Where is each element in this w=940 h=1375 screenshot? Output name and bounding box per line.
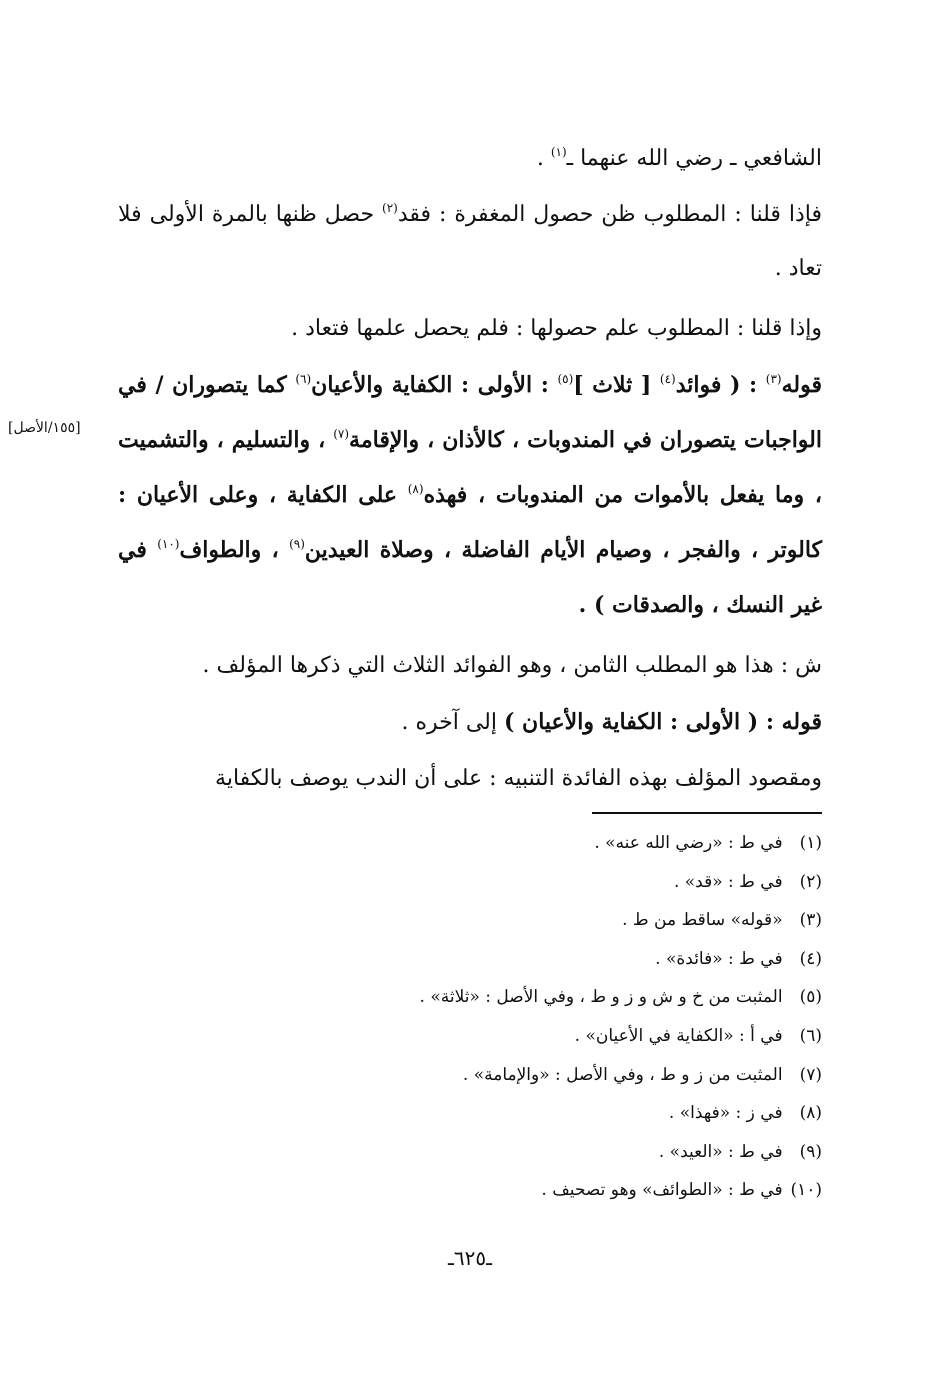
footnote-text: المثبت من خ و ش و ز و ط ، وفي الأصل : «ثلاثة» . [419,987,783,1008]
footnote [118,940,822,979]
main-text [118,132,822,808]
text-run: كما يتصوران / في الواجبات يتصوران في المندوبات ، كالأذان ، والإقامة [118,372,822,453]
footnote-text: في ز : «فهذا» . [668,1103,783,1124]
footnote-marker: (٩) [289,537,305,551]
paragraph [118,132,822,186]
footnote-marker: (٨) [407,482,424,496]
footnote-marker: (٦) [295,372,312,386]
paragraph [118,752,822,806]
text-run: قوله [781,372,822,398]
footnote-number: (٨) [799,1103,822,1124]
footnote-marker: (٤) [659,372,676,386]
text-run: وإذا قلنا : المطلوب علم حصولها : فلم يحصل علمها فتعاد . [291,316,822,341]
text-run: : الأولى : الكفاية والأعيان [311,372,558,398]
footnote [118,1133,822,1172]
footnote [118,978,822,1017]
footnote-number: (٣) [799,910,822,931]
page-number: ـ٦٢٥ـ [448,1246,492,1270]
footnote-number: (٤) [799,948,822,969]
footnote-marker: (٧) [333,427,350,441]
footnote-number: (٦) [799,1025,822,1046]
footnote-marker: (٥) [557,372,574,386]
footnote-marker: (١) [550,145,567,159]
text-run: ومقصود المؤلف بهذه الفائدة التنبيه : على أن الندب يوصف بالكفاية [215,766,822,791]
footnote-text: في ط : «الطوائف» وهو تصحيف . [541,1180,783,1201]
paragraph [118,358,822,633]
margin-note-manuscript-page: [١٥٥/الأصل] [8,420,81,436]
footnote-text: في ط : «العيد» . [658,1141,783,1162]
text-run: ، والطواف [179,537,290,563]
footnote-text: المثبت من ز و ط ، وفي الأصل : «والإمامة» . [462,1064,783,1085]
footnote-number: (٥) [799,987,822,1008]
footnote-marker: (٢) [382,201,398,215]
text-run: قوله : ( الأولى : الكفاية والأعيان ) [503,709,822,735]
footnote [118,1056,822,1095]
footnote [118,1094,822,1133]
paragraph [118,695,822,750]
footnote [118,824,822,863]
paragraph [118,302,822,356]
text-run: . [536,146,551,171]
footnotes [118,824,822,1210]
paragraph [118,188,822,296]
footnote-text: «قوله» ساقط من ط . [622,910,783,931]
text-run: ش : هذا هو المطلب الثامن ، وهو الفوائد الثلاث التي ذكرها المؤلف . [202,653,822,678]
footnote-number: (١٠) [790,1180,822,1201]
text-run: ، والتسليم ، والتشميت ، وما يفعل بالأموات من المندوبات ، فهذه [118,427,823,508]
footnote-number: (١) [799,833,822,853]
paragraph [118,639,822,693]
footnote-number: (٩) [799,1141,822,1162]
footnote-marker: (١٠) [157,537,180,551]
footnote-number: (٢) [799,871,822,892]
text-run: في غير النسك ، والصدقات ) . [118,537,822,618]
footnote [118,901,822,940]
footnote-text: في أ : «الكفاية في الأعيان» . [574,1025,783,1046]
text-run: [ ثلاث ] [573,372,660,398]
text-run: : ( فوائد [675,372,766,398]
text-run: إلى آخره . [401,710,504,735]
footnote-text: في ط : «قد» . [673,871,783,892]
footnote-marker: (٣) [765,372,782,386]
footnote-text: في ط : «رضي الله عنه» . [594,833,783,853]
text-run: الشافعي ـ رضي الله عنهما ـ [566,146,822,171]
footnote [118,1171,822,1210]
footnote-separator [592,812,822,814]
footnote-text: في ط : «فائدة» . [655,948,783,969]
footnote [118,1017,822,1056]
text-run: فإذا قلنا : المطلوب ظن حصول المغفرة : فقد [397,202,822,227]
footnote-number: (٧) [799,1064,822,1085]
text-run: على الكفاية ، وعلى الأعيان : كالوتر ، والفجر ، وصيام الأيام الفاضلة ، وصلاة العيدين [118,482,822,563]
text-run: حصل ظنها بالمرة الأولى فلا تعاد . [118,202,822,281]
footnote [118,863,822,902]
